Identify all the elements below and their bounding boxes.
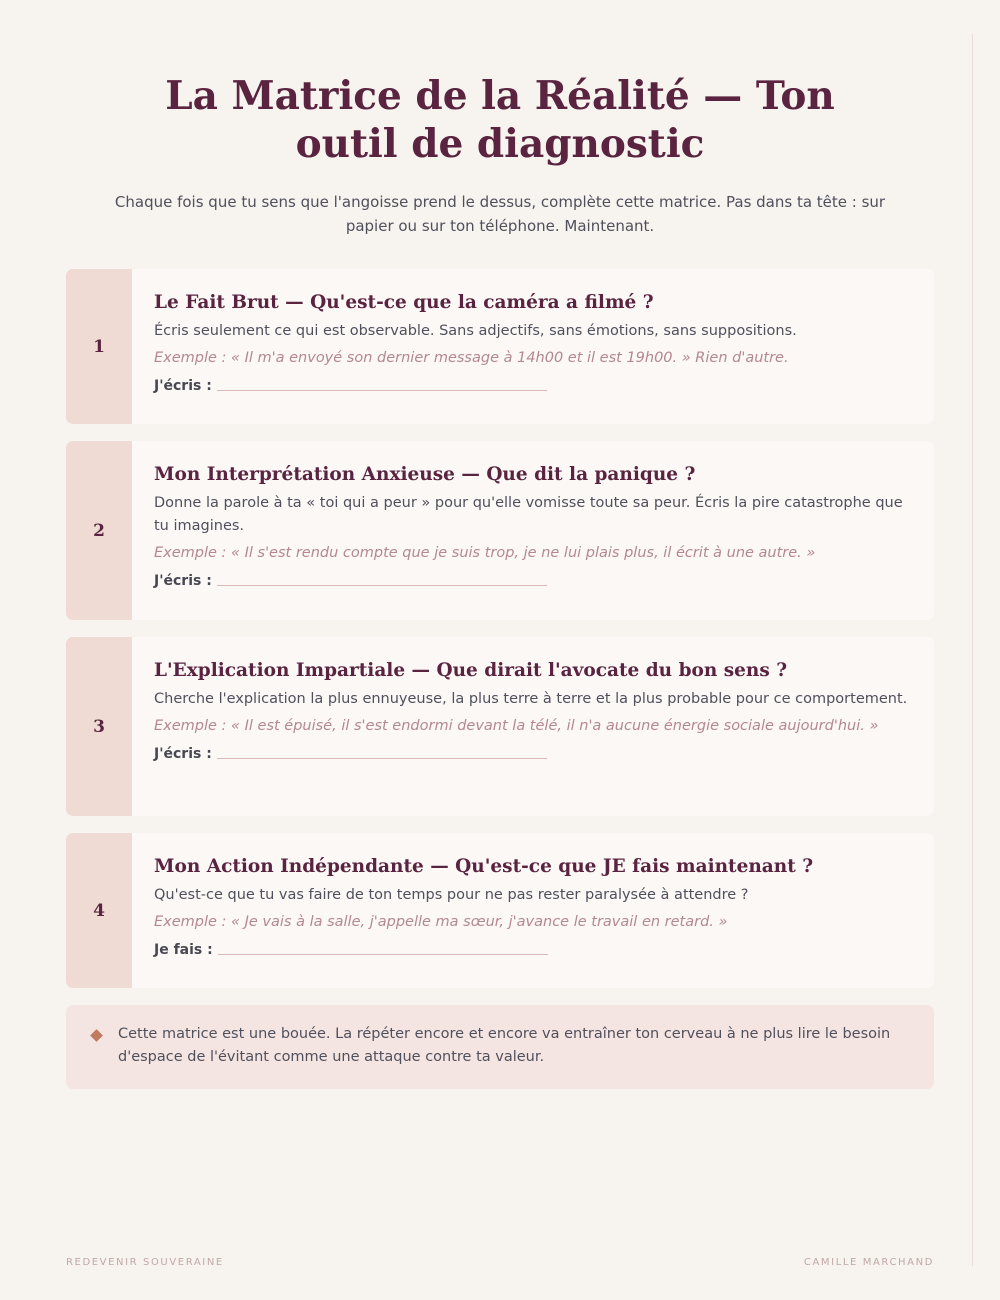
answer-label: J'écris :: [154, 573, 212, 589]
step-example: Exemple : « Il m'a envoyé son dernier message à 14h00 et il est 19h00. » Rien d'autre.: [154, 350, 789, 366]
footer-brand: REDEVENIR SOUVERAINE: [66, 1257, 224, 1268]
step-card-1: [66, 269, 934, 424]
answer-field[interactable]: [154, 746, 916, 762]
step-title: Mon Action Indépendante — Qu'est-ce que JE fais maintenant ?: [154, 856, 814, 877]
step-title: Mon Interprétation Anxieuse — Que dit la panique ?: [154, 464, 696, 485]
step-number: 2: [66, 441, 132, 620]
diamond-icon: [90, 1029, 103, 1042]
step-example: Exemple : « Je vais à la salle, j'appelle ma sœur, j'avance le travail en retard. »: [154, 914, 728, 930]
note-text: Cette matrice est une bouée. La répéter encore et encore va entraîner ton cerveau à ne plus lire le besoin d'espace de l'évitant comme une attaque contre ta valeur.: [118, 1026, 891, 1065]
answer-field[interactable]: [154, 378, 916, 394]
page-margin-rule: [972, 34, 973, 1266]
answer-line[interactable]: [217, 585, 547, 586]
answer-line[interactable]: [217, 758, 547, 759]
step-example: Exemple : « Il est épuisé, il s'est endormi devant la télé, il n'a aucune énergie sociale aujourd'hui. »: [154, 718, 879, 734]
step-description: Qu'est-ce que tu vas faire de ton temps pour ne pas rester paralysée à attendre ?: [154, 887, 749, 903]
answer-label: J'écris :: [154, 746, 212, 762]
step-title: Le Fait Brut — Qu'est-ce que la caméra a filmé ?: [154, 292, 654, 313]
answer-field[interactable]: [154, 942, 916, 958]
intro-paragraph: Chaque fois que tu sens que l'angoisse prend le dessus, complète cette matrice. Pas dans ta tête : sur papier ou sur ton téléphone. Maintenant.: [114, 193, 886, 235]
answer-line[interactable]: [217, 390, 547, 391]
page-title: La Matrice de la Réalité — Ton outil de diagnostic: [165, 73, 835, 167]
step-title: L'Explication Impartiale — Que dirait l'avocate du bon sens ?: [154, 660, 788, 681]
answer-field[interactable]: [154, 573, 916, 589]
answer-line[interactable]: [218, 954, 548, 955]
footer-author: CAMILLE MARCHAND: [803, 1257, 934, 1268]
step-description: Cherche l'explication la plus ennuyeuse, la plus terre à terre et la plus probable pour ce comportement.: [154, 691, 908, 707]
step-number: 3: [66, 637, 132, 816]
step-example: Exemple : « Il s'est rendu compte que je suis trop, je ne lui plais plus, il écrit à une autre. »: [154, 545, 816, 561]
note-callout: [66, 1005, 934, 1089]
answer-label: Je fais :: [154, 942, 213, 958]
step-card-4: [66, 833, 934, 988]
step-description: Écris seulement ce qui est observable. Sans adjectifs, sans émotions, sans suppositions.: [154, 323, 797, 339]
step-card-3: [66, 637, 934, 816]
step-description: Donne la parole à ta « toi qui a peur » pour qu'elle vomisse toute sa peur. Écris la pire catastrophe que tu imagines.: [154, 495, 903, 534]
step-number: 1: [66, 269, 132, 424]
answer-label: J'écris :: [154, 378, 212, 394]
step-number: 4: [66, 833, 132, 988]
step-card-2: [66, 441, 934, 620]
